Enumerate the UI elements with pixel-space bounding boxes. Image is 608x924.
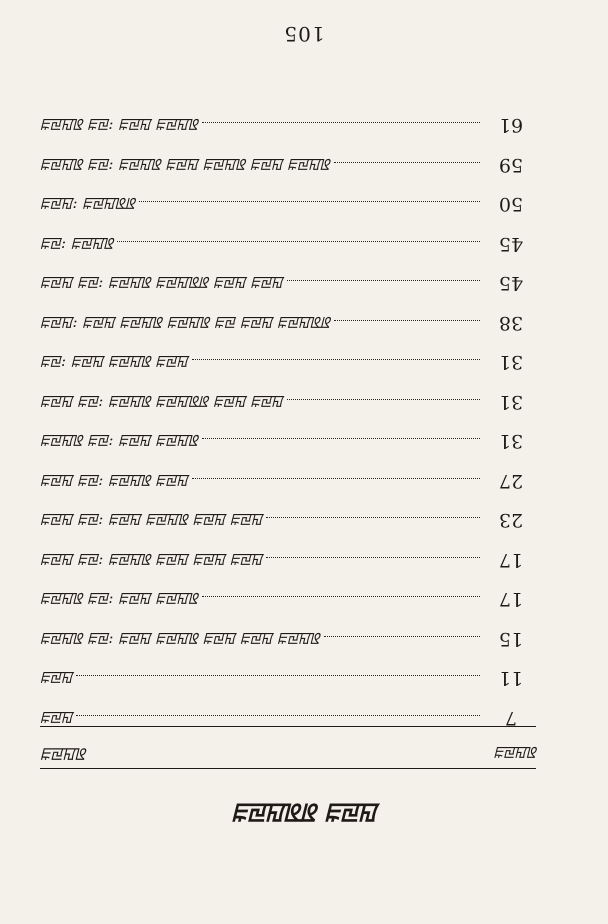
toc-entry-title: ꡀꡙꡎ ꡀꡙ: ꡀꡙꡎꡬ ꡀꡙꡎ ꡀꡙꡎ ꡀꡙꡎ (40, 549, 263, 568)
toc-entry-page: 11 (498, 667, 524, 689)
contents-heading: ꡀꡙꡎꡬꡬ ꡀꡙꡎ (231, 797, 377, 826)
toc-entry (40, 104, 536, 144)
toc-entry-title: ꡀꡙꡎ ꡀꡙ: ꡀꡙꡎꡬ ꡀꡙꡎꡬꡬ ꡀꡙꡎ ꡀꡙꡎ (40, 273, 283, 291)
toc-entry-page: 15 (498, 627, 524, 650)
toc-entry-title: ꡀꡙꡎ: ꡀꡙꡎꡬꡬ (40, 194, 136, 212)
toc-entry-page: 38 (498, 311, 524, 334)
toc-entry-title: ꡀꡙ: ꡀꡙꡎꡬ (40, 233, 114, 252)
header-left-label: ꡀꡙꡎꡬ (40, 744, 86, 763)
dot-leader (324, 636, 480, 637)
dot-leader (266, 557, 480, 558)
dot-leader (139, 201, 480, 202)
toc-entry-page: 17 (498, 548, 524, 571)
dot-leader (202, 596, 480, 597)
page-number: 105 (283, 22, 325, 46)
toc-entry (40, 618, 536, 658)
dot-leader (334, 320, 480, 321)
toc-entry-page: 27 (498, 469, 524, 492)
dot-leader (117, 241, 480, 242)
dot-leader (287, 280, 480, 281)
toc-entry-title: ꡀꡙꡎꡬ ꡀꡙ: ꡀꡙꡎ ꡀꡙꡎꡬ ꡀꡙꡎ ꡀꡙꡎ ꡀꡙꡎꡬ (40, 628, 320, 647)
toc-entry-page: 31 (498, 351, 524, 373)
dot-leader (334, 162, 480, 163)
toc-entry-page: 17 (498, 588, 524, 610)
toc-entry (40, 381, 536, 421)
header-right-label: ꡀꡙꡎꡬ (493, 743, 536, 761)
dot-leader (266, 517, 480, 518)
toc-entry (40, 144, 536, 184)
dot-leader (202, 438, 480, 439)
toc-entry-page: 50 (498, 193, 524, 215)
top-rule (40, 726, 536, 727)
toc-entry (40, 539, 536, 579)
toc-entry-page: 31 (498, 430, 524, 452)
toc-entry-page: 45 (498, 232, 524, 255)
toc-entry-title: ꡀꡙꡎ ꡀꡙ: ꡀꡙꡎꡬ ꡀꡙꡎ (40, 470, 188, 489)
toc-entry (40, 183, 536, 223)
toc-entry (40, 578, 536, 618)
toc-entry-title: ꡀꡙꡎꡬ ꡀꡙ: ꡀꡙꡎ ꡀꡙꡎꡬ (40, 589, 198, 607)
toc-entry-title: ꡀꡙꡎꡬ ꡀꡙ: ꡀꡙꡎ ꡀꡙꡎꡬ (40, 115, 198, 133)
toc-entry-title: ꡀꡙꡎꡬ ꡀꡙ: ꡀꡙꡎꡬ ꡀꡙꡎ ꡀꡙꡎꡬ ꡀꡙꡎ ꡀꡙꡎꡬ (40, 154, 330, 173)
toc-entry-page: 7 (504, 706, 518, 729)
bottom-rule (40, 768, 536, 769)
toc-entry (40, 262, 536, 302)
toc-entry-page: 23 (498, 509, 524, 531)
dot-leader (76, 675, 480, 676)
toc-header (40, 742, 536, 766)
toc-entry-title: ꡀꡙꡎ (40, 668, 73, 686)
toc-entry-title: ꡀꡙ: ꡀꡙꡎ ꡀꡙꡎꡬ ꡀꡙꡎ (40, 352, 188, 370)
toc-entry-title: ꡀꡙꡎꡬ ꡀꡙ: ꡀꡙꡎ ꡀꡙꡎꡬ (40, 431, 198, 449)
dot-leader (76, 715, 480, 716)
dot-leader (192, 478, 480, 479)
toc-entry-page: 59 (498, 153, 524, 176)
toc-entry (40, 460, 536, 500)
dot-leader (192, 359, 480, 360)
toc-entry-page: 31 (498, 390, 524, 413)
dot-leader (202, 122, 480, 123)
toc-entry (40, 420, 536, 460)
toc-entry-title: ꡀꡙꡎ ꡀꡙ: ꡀꡙꡎꡬ ꡀꡙꡎꡬꡬ ꡀꡙꡎ ꡀꡙꡎ (40, 391, 283, 410)
toc-entry (40, 499, 536, 539)
toc-entry (40, 341, 536, 381)
toc-entry-page: 45 (498, 272, 524, 294)
toc-entry-title: ꡀꡙꡎ: ꡀꡙꡎ ꡀꡙꡎꡬ ꡀꡙꡎꡬ ꡀꡙ ꡀꡙꡎ ꡀꡙꡎꡬꡬ (40, 312, 331, 331)
toc-entry (40, 223, 536, 263)
toc-entry-page: 61 (498, 114, 524, 136)
dot-leader (287, 399, 480, 400)
table-of-contents (40, 104, 536, 736)
toc-entry-title: ꡀꡙꡎ ꡀꡙ: ꡀꡙꡎ ꡀꡙꡎꡬ ꡀꡙꡎ ꡀꡙꡎ (40, 510, 263, 528)
toc-entry (40, 657, 536, 697)
toc-entry (40, 697, 536, 737)
toc-entry (40, 302, 536, 342)
toc-entry-title: ꡀꡙꡎ (40, 707, 73, 726)
